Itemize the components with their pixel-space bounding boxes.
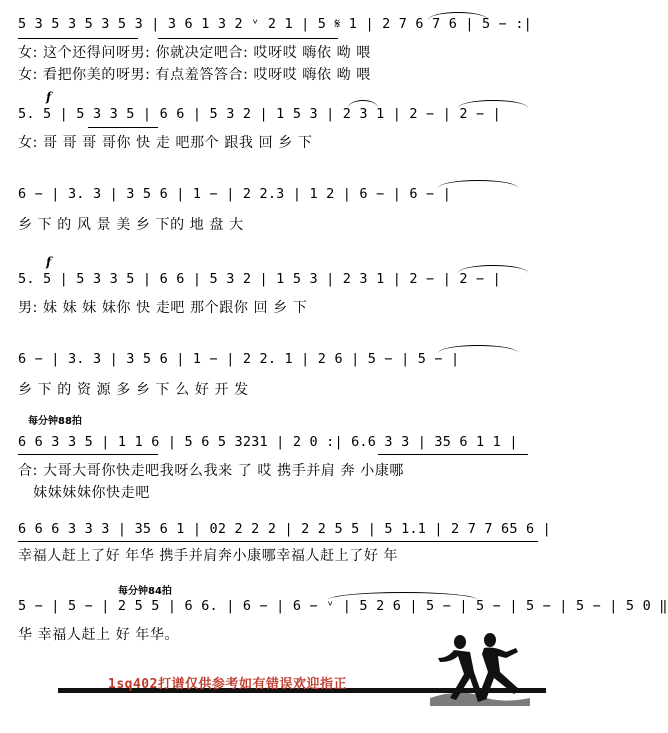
beam <box>88 127 158 128</box>
slur <box>438 180 518 188</box>
lyric-line-2: 女: 看把你美的呀男: 有点羞答答合: 哎呀哎 嗨依 呦 喂 <box>18 67 371 83</box>
slur <box>348 100 378 108</box>
score-row-1 <box>18 8 548 86</box>
beam <box>18 454 158 455</box>
lyric-line-1: 女: 哥 哥 哥 哥你 快 走 吧那个 跟我 回 乡 下 <box>18 135 313 151</box>
lyric-line-1: 幸福人赶上了好 年华 携手并肩奔小康哪幸福人赶上了好 年 <box>18 548 399 564</box>
score-row-7 <box>18 515 551 575</box>
notation-line: 5 3 5 3 5 3 5 3 | 3 6 1 3 2 ᵛ 2 1 | 5 𝄋 1 | 2 7 6 7 6 | 5 − :| <box>18 16 532 32</box>
score-row-6 <box>18 412 548 502</box>
beam <box>378 454 528 455</box>
score-row-2 <box>18 90 548 160</box>
lyric-line-1: 男: 妹 妹 妹 妹你 快 走吧 那个跟你 回 乡 下 <box>18 300 308 316</box>
tempo-mark: 每分钟84拍 <box>118 586 172 597</box>
notation-line: 5. 5 | 5 3 3 5 | 6 6 | 5 3 2 | 1 5 3 | 2 3 1 | 2 − | 2 − | <box>18 271 502 287</box>
forte-mark: f <box>46 90 52 104</box>
notation-line: 6 6 3 3 5 | 1 1 6 | 5 6 5 3231 | 2 0 :| 6.6 3 3 | 35 6 1 1 | <box>18 434 518 450</box>
score-row-3 <box>18 180 548 240</box>
footer-note: 1sq402打谱仅供参考如有错误欢迎指正 <box>108 677 347 692</box>
slur <box>438 345 518 353</box>
score-row-5 <box>18 345 548 405</box>
lyric-line-2: 妹妹妹妹你快走吧 <box>18 485 150 501</box>
score-row-4 <box>18 255 548 325</box>
slur <box>458 100 528 108</box>
beam <box>18 38 138 39</box>
lyric-line-1: 乡 下 的 资 源 多 乡 下 么 好 开 发 <box>18 382 249 398</box>
lyric-line-1: 女: 这个还得问呀男: 你就决定吧合: 哎呀哎 嗨依 呦 喂 <box>18 45 371 61</box>
notation-line: 6 6 6 3 3 3 | 35 6 1 | 02 2 2 2 | 2 2 5 5 | 5 1.1 | 2 7 7 65 6 | <box>18 521 551 537</box>
beam <box>158 38 338 39</box>
slur <box>458 265 528 273</box>
lyric-line-1: 乡 下 的 风 景 美 乡 下的 地 盘 大 <box>18 217 244 233</box>
notation-line: 6 − | 3. 3 | 3 5 6 | 1 − | 2 2.3 | 1 2 | 6 − | 6 − | <box>18 186 452 202</box>
slur <box>428 12 488 20</box>
forte-mark: f <box>46 255 52 269</box>
beam <box>18 541 538 542</box>
slur <box>328 592 478 600</box>
notation-line: 5 − | 5 − | 2 5 5 | 6 6. | 6 − | 6 − ᵛ | 5 2 6 | 5 − | 5 − | 5 − | 5 − | 5 0 ‖ <box>18 598 668 614</box>
dancers-silhouette-icon <box>420 628 535 708</box>
lyric-line-1: 合: 大哥大哥你快走吧我呀么我来 了 哎 携手并肩 奔 小康哪 <box>18 463 405 479</box>
notation-line: 6 − | 3. 3 | 3 5 6 | 1 − | 2 2. 1 | 2 6 | 5 − | 5 − | <box>18 351 460 367</box>
tempo-mark: 每分钟88拍 <box>28 416 82 427</box>
notation-line: 5. 5 | 5 3 3 5 | 6 6 | 5 3 2 | 1 5 3 | 2 3 1 | 2 − | 2 − | <box>18 106 502 122</box>
lyric-line-1: 华 幸福人赶上 好 年华。 <box>18 627 180 643</box>
